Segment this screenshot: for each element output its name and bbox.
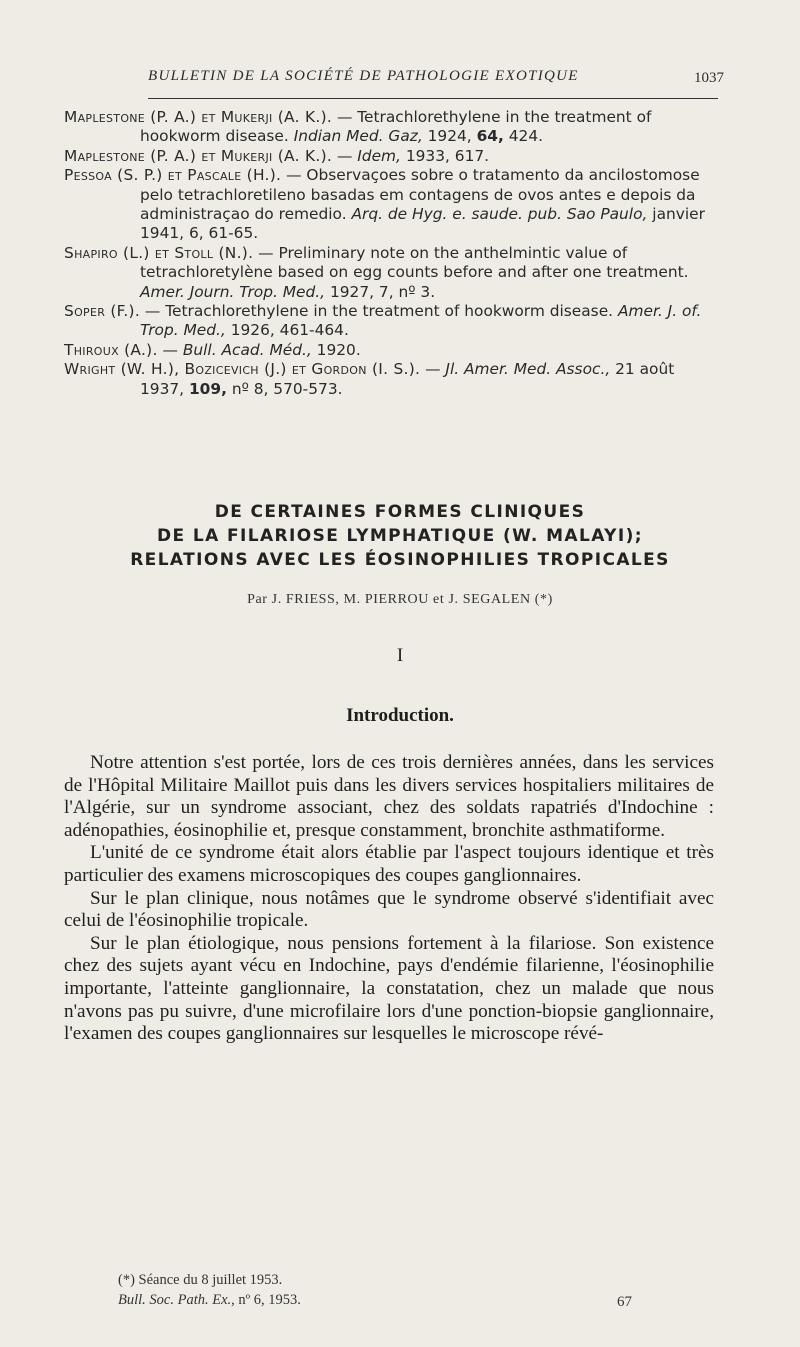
article-title	[60, 500, 740, 572]
footnote-line: (*) Séance du 8 juillet 1953.	[118, 1272, 283, 1288]
article-body	[64, 752, 714, 1046]
paragraph: L'unité de ce syndrome était alors établie par l'aspect toujours identique et très particulier des examens microscopiques des coupes ganglionnaires.	[64, 842, 714, 886]
reference-item: Maplestone (P. A.) et Mukerji (A. K.). — Tetrachlorethylene in the treatment of hookworm disease. Indian Med. Gaz, 1924, 64, 424.	[64, 108, 652, 146]
header-rule	[148, 98, 718, 99]
reference-item: Thiroux (A.). — Bull. Acad. Méd., 1920.	[64, 340, 361, 359]
title-line: RELATIONS AVEC LES ÉOSINOPHILIES TROPICALES	[130, 550, 670, 570]
reference-item: Maplestone (P. A.) et Mukerji (A. K.). — Idem, 1933, 617.	[64, 146, 490, 165]
title-line: DE CERTAINES FORMES CLINIQUES	[214, 502, 586, 522]
signature-mark: 67	[617, 1294, 632, 1310]
reference-item: Soper (F.). — Tetrachlorethylene in the treatment of hookworm disease. Amer. J. of. Trop. Med., 1926, 461-464.	[64, 302, 702, 340]
paragraph: Notre attention s'est portée, lors de ces trois dernières années, dans les services de l'Hôpital Militaire Maillot puis dans les divers services hospitaliers militaires de l'Algérie, sur un syndrome associant, chez des soldats rapatriés d'Indochine : adénopathies, éosinophilie et, presque constamment, bronchite asthmatiforme.	[64, 752, 714, 841]
reference-item: Shapiro (L.) et Stoll (N.). — Preliminary note on the anthelmintic value of tetrachloretylène based on egg counts before and after one treatment. Amer. Journ. Trop. Med., 1927, 7, nº 3.	[64, 243, 689, 301]
paragraph: Sur le plan étiologique, nous pensions fortement à la filariose. Son existence chez des sujets ayant vécu en Indochine, pays d'endémie filarienne, l'éosinophilie importante, l'atteinte ganglionnaire, la constatation, chez un malade que nous n'avons pas pu suivre, d'une microfilaire lors d'une ponction-biopsie ganglionnaire, l'examen des coupes ganglionnaires sur lesquelles le microscope révé-	[64, 932, 714, 1045]
footnote-line: Bull. Soc. Path. Ex., nº 6, 1953.	[118, 1292, 301, 1308]
running-header	[148, 68, 724, 86]
title-line: DE LA FILARIOSE LYMPHATIQUE (W. MALAYI);	[157, 526, 643, 546]
reference-item: Pessoa (S. P.) et Pascale (H.). — Observaçoes sobre o tratamento da ancilostomose pelo tetrachloretileno basadas em contagens de ovos antes e depois da administraçao do remedio. Arq. de Hyg. e. saude. pub. Sao Paulo, janvier 1941, 6, 61-65.	[64, 166, 705, 243]
footnote	[118, 1270, 658, 1310]
section-number: I	[396, 645, 404, 666]
reference-list	[64, 108, 714, 399]
article-authors: Par J. FRIESS, M. PIERROU et J. SEGALEN (*)	[247, 592, 553, 607]
paragraph: Sur le plan clinique, nous notâmes que le syndrome observé s'identifiait avec celui de l'éosinophilie tropicale.	[64, 887, 714, 932]
running-title: BULLETIN DE LA SOCIÉTÉ DE PATHOLOGIE EXOTIQUE	[148, 68, 579, 84]
reference-item: Wright (W. H.), Bozicevich (J.) et Gordon (I. S.). — Jl. Amer. Med. Assoc., 21 août 1937, 109, nº 8, 570-573.	[64, 360, 675, 398]
section-title: Introduction.	[346, 705, 454, 726]
page-number: 1037	[694, 70, 724, 86]
